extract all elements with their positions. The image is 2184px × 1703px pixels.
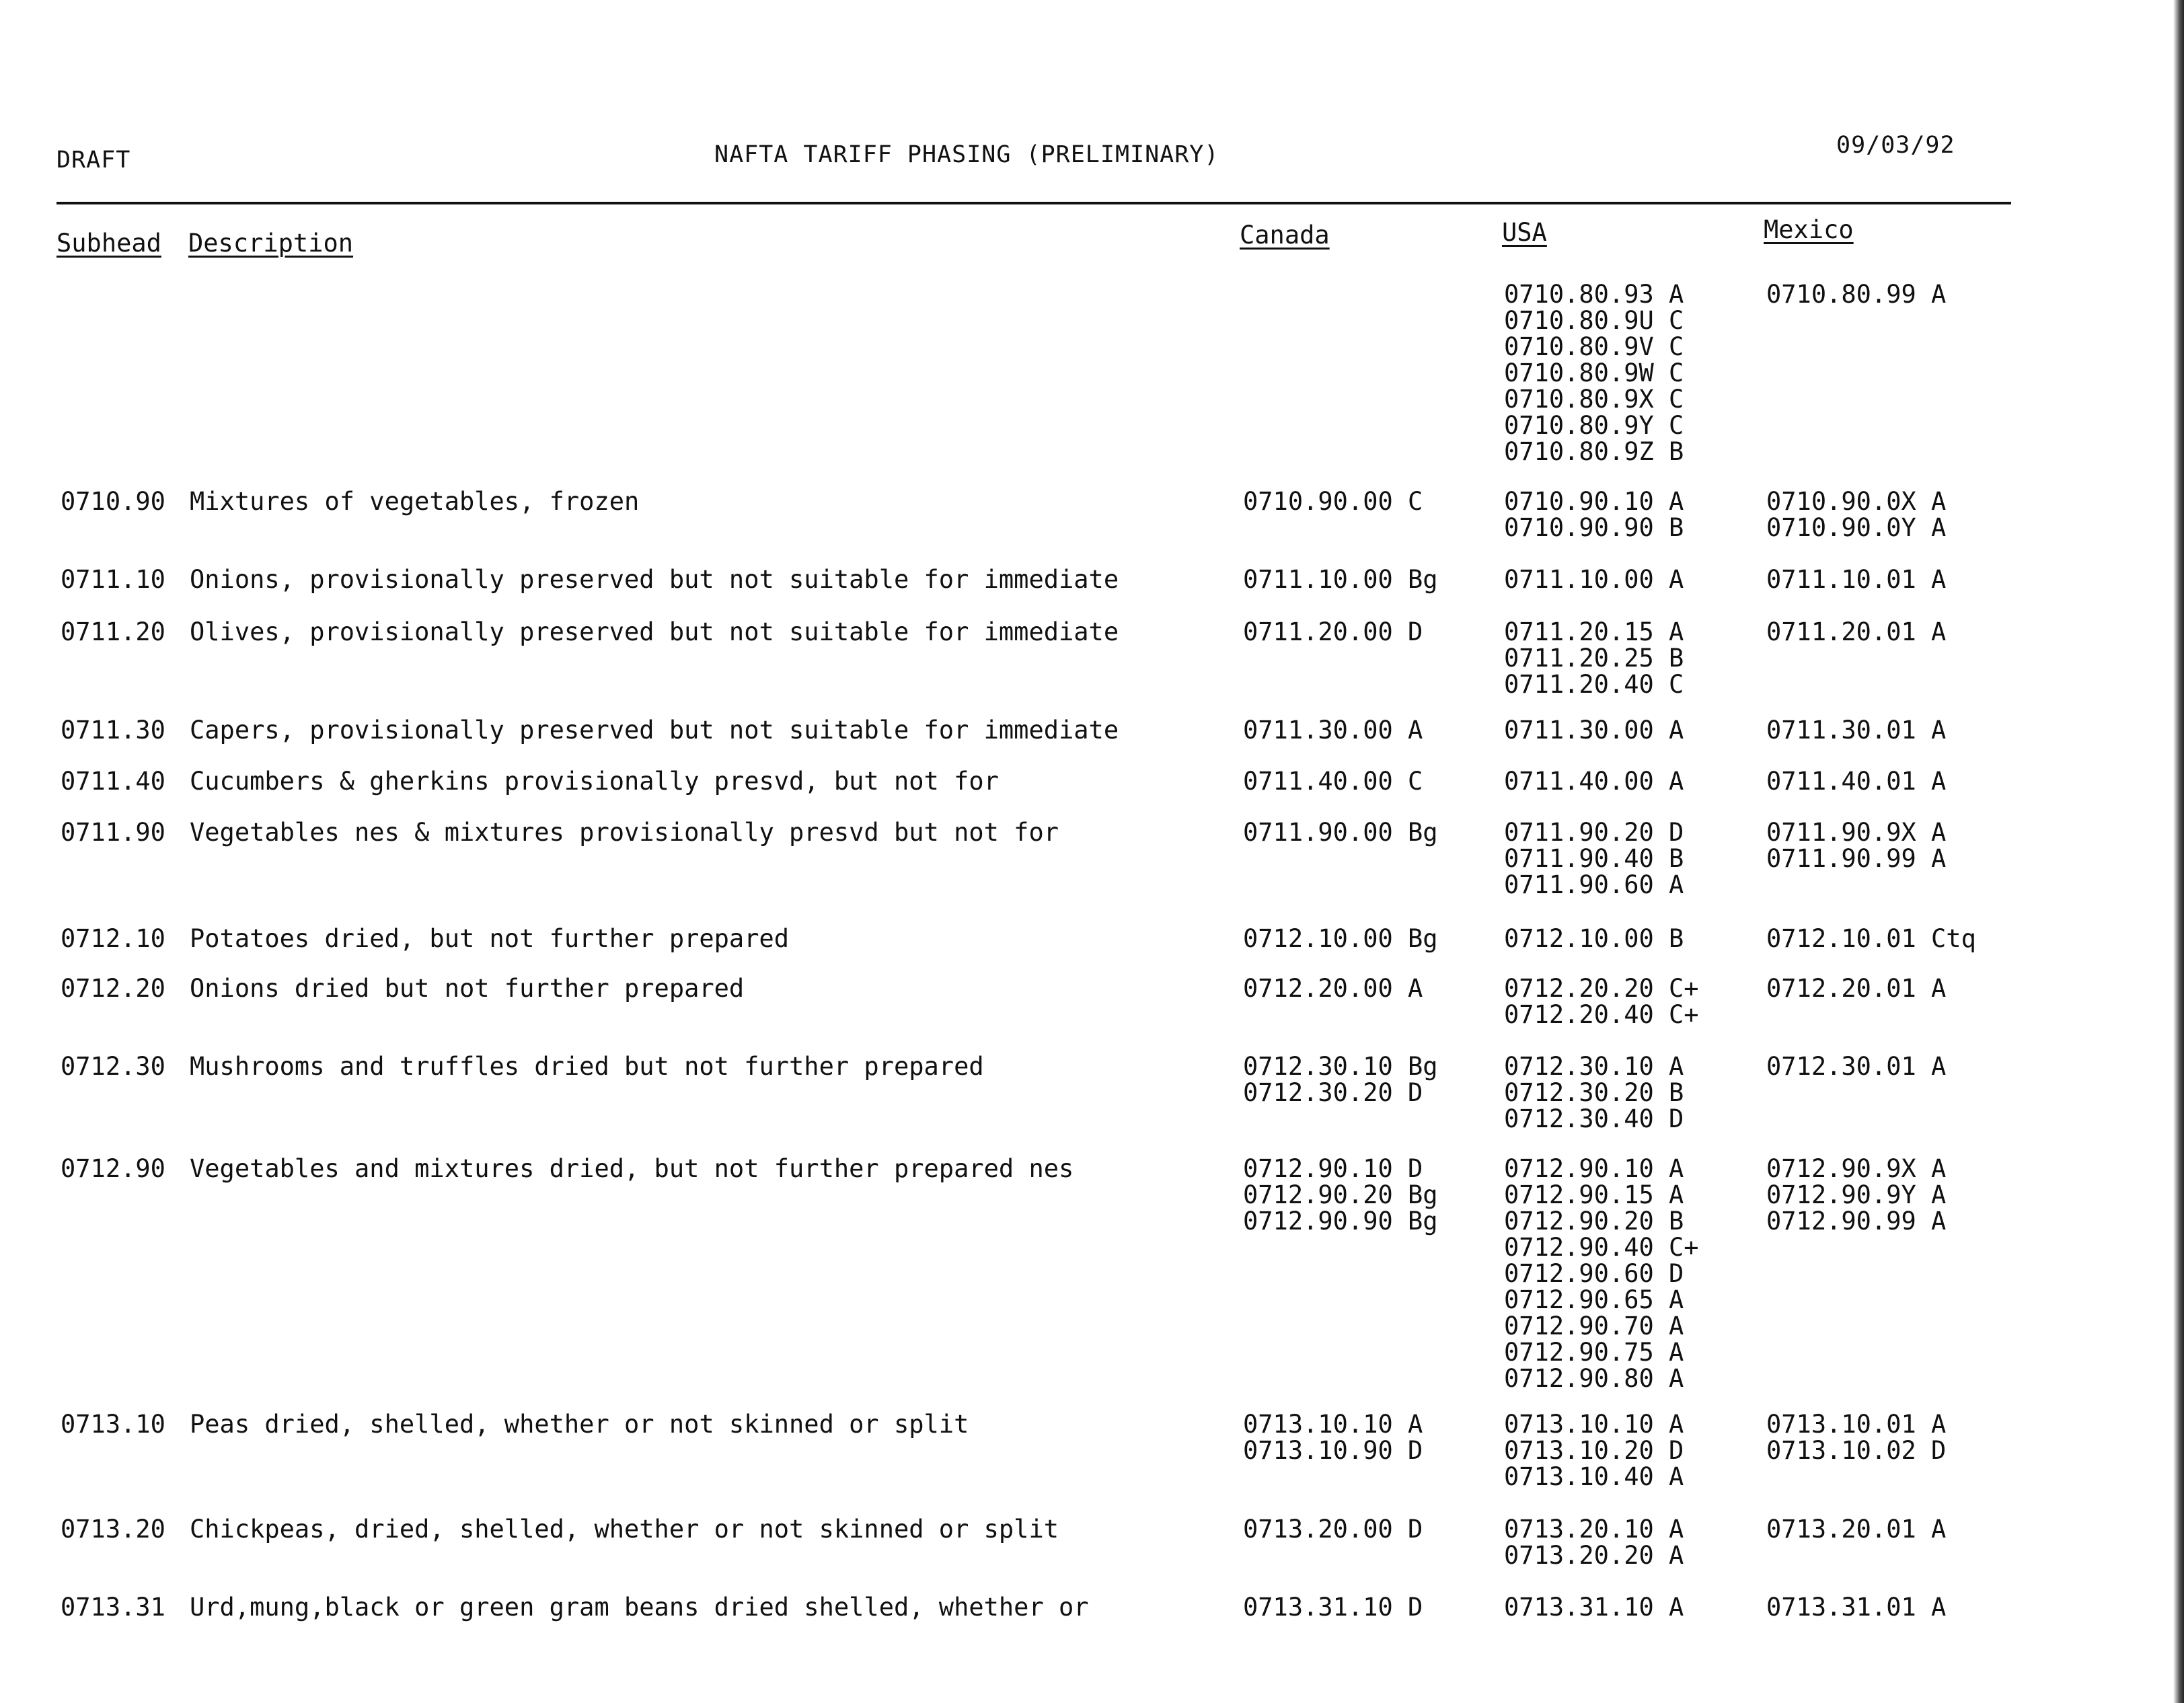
subhead-cell: 0712.10 [61,924,165,953]
canada-code: 0711.90.00 Bg [1243,818,1438,847]
subhead-cell: 0711.30 [61,716,165,745]
usa-code: 0712.90.10 A [1504,1154,1684,1183]
usa-code: 0710.80.9U C [1504,306,1684,335]
mexico-code: 0712.10.01 Ctq [1766,924,1976,953]
canada-cell [1243,768,1423,794]
usa-code: 0711.40.00 A [1504,767,1684,796]
canada-cell [1243,819,1438,845]
canada-code: 0713.31.10 D [1243,1593,1423,1622]
usa-code: 0711.20.25 B [1504,644,1684,673]
usa-cell [1504,819,1684,898]
usa-code: 0710.80.9V C [1504,332,1684,361]
usa-cell [1504,1411,1684,1490]
header-rule [57,202,2011,204]
usa-code: 0710.80.9Z B [1504,437,1684,466]
canada-cell [1243,975,1423,1001]
mexico-code: 0711.20.01 A [1766,617,1947,646]
mexico-cell [1766,1516,1946,1542]
canada-code: 0713.20.00 D [1243,1515,1423,1544]
description-cell: Onions dried but not further prepared [190,974,745,1003]
usa-code: 0711.90.60 A [1504,870,1684,899]
draft-label: DRAFT [57,147,131,174]
usa-code: 0710.80.9W C [1504,358,1684,387]
description-cell: Mixtures of vegetables, frozen [190,487,640,516]
canada-code: 0711.40.00 C [1243,767,1423,796]
usa-code: 0711.30.00 A [1504,716,1684,745]
usa-code: 0712.90.80 A [1504,1364,1684,1393]
canada-code: 0711.30.00 A [1243,716,1423,745]
mexico-cell [1766,566,1946,593]
canada-code: 0712.90.10 D [1243,1154,1423,1183]
usa-code: 0712.90.15 A [1504,1180,1684,1209]
canada-code: 0710.90.00 C [1243,487,1423,516]
document-date: 09/03/92 [1836,132,1955,159]
usa-cell [1504,1053,1684,1132]
usa-code: 0711.90.20 D [1504,818,1684,847]
usa-cell [1504,925,1684,952]
usa-code: 0712.90.65 A [1504,1285,1684,1314]
usa-cell [1504,1594,1684,1620]
usa-cell [1504,281,1684,465]
usa-code: 0710.80.93 A [1504,280,1684,309]
mexico-cell [1766,1053,1946,1080]
mexico-code: 0711.10.01 A [1766,565,1947,594]
subhead-cell: 0712.90 [61,1154,165,1183]
mexico-code: 0712.90.9Y A [1766,1180,1947,1209]
usa-code: 0712.20.20 C+ [1504,974,1699,1003]
usa-cell [1504,717,1684,743]
description-cell: Peas dried, shelled, whether or not skinned or split [190,1410,969,1439]
description-cell: Vegetables and mixtures dried, but not further prepared nes [190,1154,1074,1183]
description-cell: Cucumbers & gherkins provisionally presvd, but not for [190,767,999,796]
usa-code: 0712.30.10 A [1504,1052,1684,1081]
column-header-subhead: Subhead [57,229,161,258]
subhead-cell: 0710.90 [61,487,165,516]
usa-cell [1504,1156,1699,1392]
usa-code: 0712.20.40 C+ [1504,1000,1699,1029]
canada-cell [1243,1411,1423,1464]
usa-code: 0710.90.90 B [1504,513,1684,542]
usa-code: 0710.80.9X C [1504,385,1684,414]
usa-cell [1504,768,1684,794]
mexico-code: 0713.10.01 A [1766,1410,1947,1439]
mexico-code: 0710.90.0X A [1766,487,1947,516]
canada-code: 0712.90.20 Bg [1243,1180,1438,1209]
mexico-cell [1766,1156,1946,1234]
mexico-cell [1766,768,1946,794]
usa-code: 0712.90.40 C+ [1504,1233,1699,1262]
canada-code: 0713.10.90 D [1243,1436,1423,1465]
mexico-cell [1766,717,1946,743]
usa-code: 0713.20.20 A [1504,1541,1684,1570]
subhead-cell: 0711.40 [61,767,165,796]
usa-code: 0713.31.10 A [1504,1593,1684,1622]
column-header-mexico: Mexico [1764,215,1854,244]
mexico-code: 0711.30.01 A [1766,716,1947,745]
usa-cell [1504,488,1684,541]
canada-code: 0712.20.00 A [1243,974,1423,1003]
canada-cell [1243,566,1438,593]
mexico-code: 0710.80.99 A [1766,280,1947,309]
usa-code: 0712.30.20 B [1504,1078,1684,1107]
mexico-cell [1766,819,1946,872]
mexico-cell [1766,488,1946,541]
canada-cell [1243,1516,1423,1542]
usa-code: 0712.90.60 D [1504,1259,1684,1288]
usa-cell [1504,1516,1684,1568]
canada-code: 0711.10.00 Bg [1243,565,1438,594]
description-cell: Onions, provisionally preserved but not suitable for immediate [190,565,1119,594]
canada-code: 0711.20.00 D [1243,617,1423,646]
mexico-cell [1766,1594,1946,1620]
mexico-cell [1766,619,1946,645]
canada-cell [1243,619,1423,645]
usa-code: 0712.30.40 D [1504,1104,1684,1133]
mexico-cell [1766,1411,1946,1464]
mexico-code: 0710.90.0Y A [1766,513,1947,542]
subhead-cell: 0712.20 [61,974,165,1003]
subhead-cell: 0713.20 [61,1515,165,1544]
description-cell: Potatoes dried, but not further prepared [190,924,790,953]
subhead-cell: 0711.10 [61,565,165,594]
subhead-cell: 0713.10 [61,1410,165,1439]
usa-code: 0712.90.20 B [1504,1207,1684,1236]
canada-code: 0712.10.00 Bg [1243,924,1438,953]
description-cell: Olives, provisionally preserved but not suitable for immediate [190,617,1119,646]
mexico-code: 0712.90.99 A [1766,1207,1947,1236]
canada-cell [1243,925,1438,952]
description-cell: Vegetables nes & mixtures provisionally presvd but not for [190,818,1059,847]
usa-cell [1504,566,1684,593]
mexico-code: 0713.20.01 A [1766,1515,1947,1544]
subhead-cell: 0711.90 [61,818,165,847]
canada-code: 0713.10.10 A [1243,1410,1423,1439]
canada-cell [1243,1594,1423,1620]
usa-code: 0711.90.40 B [1504,844,1684,873]
usa-cell [1504,975,1699,1028]
usa-code: 0713.10.10 A [1504,1410,1684,1439]
canada-cell [1243,488,1423,515]
canada-cell [1243,1053,1438,1106]
usa-code: 0713.10.20 D [1504,1436,1684,1465]
mexico-code: 0713.31.01 A [1766,1593,1947,1622]
mexico-code: 0712.30.01 A [1766,1052,1947,1081]
mexico-code: 0711.90.99 A [1766,844,1947,873]
canada-code: 0712.90.90 Bg [1243,1207,1438,1236]
description-cell: Urd,mung,black or green gram beans dried shelled, whether or [190,1593,1089,1622]
description-cell: Capers, provisionally preserved but not suitable for immediate [190,716,1119,745]
usa-cell [1504,619,1684,697]
mexico-code: 0712.20.01 A [1766,974,1947,1003]
usa-code: 0713.20.10 A [1504,1515,1684,1544]
canada-code: 0712.30.20 D [1243,1078,1423,1107]
mexico-code: 0711.40.01 A [1766,767,1947,796]
mexico-code: 0711.90.9X A [1766,818,1947,847]
subhead-cell: 0712.30 [61,1052,165,1081]
canada-cell [1243,1156,1438,1234]
usa-code: 0711.10.00 A [1504,565,1684,594]
usa-code: 0712.90.70 A [1504,1312,1684,1340]
mexico-code: 0712.90.9X A [1766,1154,1947,1183]
mexico-code: 0713.10.02 D [1766,1436,1947,1465]
scan-edge [2173,0,2184,1703]
column-header-canada: Canada [1240,221,1330,250]
usa-code: 0713.10.40 A [1504,1462,1684,1491]
usa-code: 0711.20.40 C [1504,670,1684,699]
document-title: NAFTA TARIFF PHASING (PRELIMINARY) [714,141,1219,168]
usa-code: 0712.10.00 B [1504,924,1684,953]
usa-code: 0712.90.75 A [1504,1338,1684,1367]
mexico-cell [1766,975,1946,1001]
usa-code: 0711.20.15 A [1504,617,1684,646]
subhead-cell: 0713.31 [61,1593,165,1622]
column-header-description: Description [188,229,354,258]
canada-cell [1243,717,1423,743]
mexico-cell [1766,281,1946,307]
usa-code: 0710.90.10 A [1504,487,1684,516]
mexico-cell [1766,925,1976,952]
description-cell: Mushrooms and truffles dried but not further prepared [190,1052,984,1081]
column-header-usa: USA [1502,218,1547,247]
canada-code: 0712.30.10 Bg [1243,1052,1438,1081]
description-cell: Chickpeas, dried, shelled, whether or not skinned or split [190,1515,1059,1544]
subhead-cell: 0711.20 [61,617,165,646]
usa-code: 0710.80.9Y C [1504,411,1684,440]
